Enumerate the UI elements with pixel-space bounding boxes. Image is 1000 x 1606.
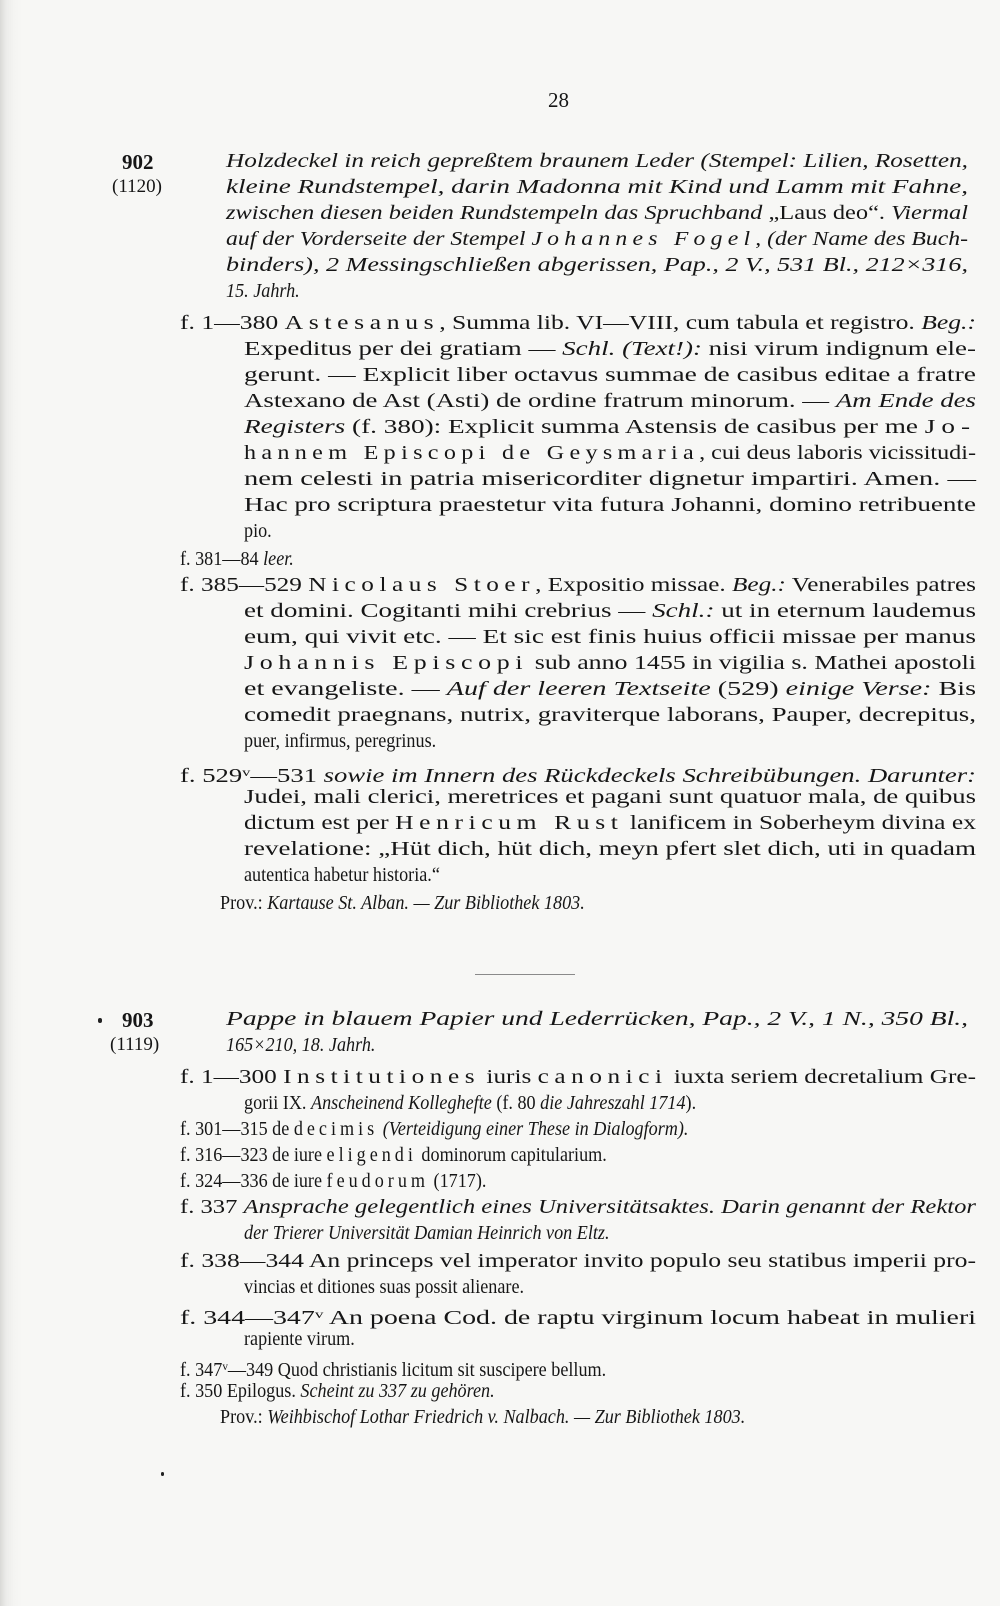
italic-text: Beg.: bbox=[921, 313, 976, 334]
italic-text: Beg.: bbox=[732, 575, 786, 596]
text-line bbox=[180, 1196, 976, 1220]
spaced-name: hannem Episcopi de Geysmaria bbox=[244, 443, 700, 464]
scan-page-edge bbox=[0, 0, 22, 1606]
text-line bbox=[180, 760, 976, 789]
text-segment: , Summa lib. VI—VIII, cum tabula et registro. bbox=[439, 313, 922, 334]
text-line bbox=[244, 494, 976, 518]
text-line bbox=[226, 254, 968, 278]
italic-text: , (der Name des Buch- bbox=[755, 229, 969, 250]
text-line bbox=[244, 786, 976, 810]
text-line bbox=[244, 838, 976, 862]
text-segment: (1717). bbox=[428, 1171, 487, 1192]
verso-mark: v bbox=[242, 765, 251, 779]
text-line bbox=[220, 892, 585, 916]
spaced-name: eligendi bbox=[326, 1145, 417, 1166]
text-segment: „Laus deo“. bbox=[768, 203, 892, 224]
text-segment: Prov.: bbox=[220, 1407, 268, 1428]
text-segment: , Expositio missae. bbox=[535, 575, 733, 596]
text-line bbox=[180, 1144, 607, 1168]
text-segment: f. 338—344 An princeps vel imperator invito populo seu statibus imperii pro- bbox=[180, 1251, 976, 1272]
text-line bbox=[244, 442, 976, 466]
text-segment: (529) bbox=[710, 679, 786, 700]
text-segment: gerunt. — Explicit liber octavus summae de casibus editae a fratre bbox=[244, 365, 976, 386]
spaced-name: Henricum Rust bbox=[395, 813, 624, 834]
italic-text: kleine Rundstempel, darin Madonna mit Kind und Lamm mit Fahne, bbox=[226, 177, 968, 198]
text-line bbox=[180, 1066, 976, 1090]
text-line bbox=[244, 1092, 696, 1116]
text-segment: nem celesti in patria misericorditer dignetur impartiri. Amen. — bbox=[244, 469, 976, 490]
italic-text: einige Verse: bbox=[785, 679, 932, 700]
italic-text: sowie im Innern des Rückdeckels Schreibübungen. Darunter: bbox=[323, 766, 976, 787]
text-line bbox=[244, 730, 436, 754]
text-segment: f. 1—300 bbox=[180, 1067, 284, 1088]
text-line bbox=[244, 468, 976, 492]
text-segment: f. 1—380 bbox=[180, 313, 285, 334]
text-segment: f. 381—84 bbox=[180, 549, 264, 570]
italic-text: die Jahreszahl 1714 bbox=[540, 1093, 686, 1114]
text-line bbox=[244, 364, 976, 388]
text-segment: eum, qui vivit etc. — Et sic est finis huius officii missae per manus bbox=[244, 627, 976, 648]
text-segment: f. 347 bbox=[180, 1360, 223, 1381]
italic-text: leer. bbox=[263, 549, 294, 570]
text-segment: f. 385—529 bbox=[180, 575, 309, 596]
italic-text: zwischen diesen beiden Rundstempeln das Spruchband bbox=[226, 203, 769, 224]
text-segment: lanificem in Soberheym divina ex bbox=[623, 813, 976, 834]
text-segment: Astexano de Ast (Asti) de ordine fratrum minorum. — bbox=[244, 391, 836, 412]
verso-mark: v bbox=[314, 1307, 324, 1321]
text-segment: f. 529 bbox=[180, 766, 243, 787]
text-segment: , cui deus laboris vicissitudi- bbox=[699, 443, 976, 464]
text-line bbox=[244, 652, 976, 676]
page-number: 28 bbox=[548, 88, 569, 112]
italic-text: Schl.: bbox=[652, 601, 715, 622]
text-line bbox=[180, 548, 294, 572]
entry-number: 903 bbox=[122, 1008, 154, 1032]
text-line bbox=[180, 1302, 976, 1331]
text-segment: f. 316—323 de iure bbox=[180, 1145, 327, 1166]
text-segment: et evangeliste. — bbox=[244, 679, 447, 700]
italic-text: Auf der leeren Textseite bbox=[446, 679, 711, 700]
text-line bbox=[226, 176, 968, 200]
text-line bbox=[244, 416, 976, 440]
text-line bbox=[244, 390, 976, 414]
text-line bbox=[226, 202, 968, 226]
text-segment: iuris bbox=[480, 1067, 538, 1088]
text-segment: f. 301—315 de bbox=[180, 1119, 294, 1140]
text-line bbox=[244, 600, 976, 624]
text-line bbox=[226, 228, 968, 252]
text-segment: et domini. Cogitanti mihi crebrius — bbox=[244, 601, 653, 622]
text-segment: f. 344—347 bbox=[180, 1308, 315, 1329]
text-segment: ). bbox=[685, 1093, 697, 1114]
text-segment: vincias et ditiones suas possit alienare. bbox=[244, 1277, 525, 1298]
spaced-name: Nicolaus Stoer bbox=[308, 575, 536, 596]
text-segment: dominorum capitularium. bbox=[416, 1145, 607, 1166]
text-segment: —531 bbox=[250, 766, 324, 787]
spaced-name: Johannes Fogel bbox=[531, 229, 756, 250]
spaced-name: decimis bbox=[293, 1119, 379, 1140]
text-segment: f. 337 bbox=[180, 1197, 244, 1218]
italic-text: Scheint zu 337 zu gehören. bbox=[300, 1381, 495, 1402]
text-line bbox=[244, 704, 976, 728]
text-line bbox=[180, 1380, 495, 1404]
text-line bbox=[244, 864, 440, 888]
text-segment: puer, infirmus, peregrinus. bbox=[244, 731, 437, 752]
italic-text: 165×210, 18. Jahrh. bbox=[226, 1035, 376, 1056]
italic-text: Registers bbox=[244, 417, 346, 438]
spaced-name: Johannis Episcopi bbox=[244, 653, 529, 674]
text-segment: ut in eternum laudemus bbox=[714, 601, 976, 622]
italic-text: Ansprache gelegentlich eines Universitätsaktes. Darin genannt der Rektor bbox=[243, 1197, 976, 1218]
entry-old-number: (1120) bbox=[112, 176, 162, 197]
italic-text: Am Ende des bbox=[835, 391, 976, 412]
text-line bbox=[226, 1034, 375, 1058]
spaced-name: Jo- bbox=[924, 417, 976, 438]
text-line bbox=[180, 1118, 688, 1142]
text-segment: Hac pro scriptura praestetur vita futura Johanni, domino retribuente bbox=[244, 495, 976, 516]
text-segment: Bis bbox=[931, 679, 976, 700]
text-segment: An poena Cod. de raptu virginum locum habeat in mulieri bbox=[323, 1308, 976, 1329]
verso-mark: v bbox=[222, 1359, 228, 1373]
italic-text: Kartause St. Alban. — Zur Bibliothek 1803. bbox=[267, 893, 585, 914]
scan-speck bbox=[161, 1472, 164, 1476]
text-segment: revelatione: „Hüt dich, hüt dich, meyn pfert slet dich, uti in quadam bbox=[244, 839, 976, 860]
text-segment: f. 350 Epilogus. bbox=[180, 1381, 301, 1402]
text-segment: (f. 80 bbox=[491, 1093, 541, 1114]
italic-text: Pappe in blauem Papier und Lederrücken, Pap., 2 V., 1 N., 350 Bl., bbox=[226, 1009, 968, 1030]
entry-number: 902 bbox=[122, 150, 154, 174]
italic-text: auf der Vorderseite der Stempel bbox=[226, 229, 532, 250]
italic-text: binders), 2 Messingschließen abgerissen, Pap., 2 V., 531 Bl., 212×316, bbox=[226, 255, 968, 276]
text-segment: —349 Quod christianis licitum sit suscipere bellum. bbox=[227, 1360, 607, 1381]
text-segment: iuxta seriem decretalium Gre- bbox=[667, 1067, 977, 1088]
text-line bbox=[226, 1008, 968, 1032]
text-segment: f. 324—336 de iure bbox=[180, 1171, 327, 1192]
text-line bbox=[244, 1276, 524, 1300]
text-line bbox=[180, 312, 976, 336]
scan-speck bbox=[98, 1018, 102, 1023]
italic-text: Weihbischof Lothar Friedrich v. Nalbach. — Zur Bibliothek 1803. bbox=[267, 1407, 746, 1428]
entry-old-number: (1119) bbox=[110, 1034, 160, 1055]
italic-text: Holzdeckel in reich gepreßtem braunem Leder (Stempel: Lilien, Rosetten, bbox=[226, 151, 968, 172]
italic-text: Schl. (Text!): bbox=[562, 339, 702, 360]
text-line bbox=[180, 1354, 606, 1383]
spaced-name: Astesanus bbox=[284, 313, 440, 334]
text-segment: Judei, mali clerici, meretrices et pagani sunt quatuor mala, de quibus bbox=[244, 787, 976, 808]
text-segment: (f. 380): Explicit summa Astensis de casibus per me bbox=[345, 417, 925, 438]
text-line bbox=[244, 812, 976, 836]
text-line bbox=[220, 1406, 745, 1430]
text-segment: sub anno 1455 in vigilia s. Mathei apostoli bbox=[528, 653, 976, 674]
section-divider bbox=[475, 974, 575, 975]
italic-text: Anscheinend Kolleghefte bbox=[310, 1093, 492, 1114]
text-segment: pio. bbox=[244, 521, 272, 542]
text-segment: rapiente virum. bbox=[244, 1329, 355, 1350]
text-line bbox=[180, 1170, 486, 1194]
text-line bbox=[244, 626, 976, 650]
text-segment: Expeditus per dei gratiam — bbox=[244, 339, 563, 360]
text-line bbox=[244, 520, 272, 544]
text-segment: dictum est per bbox=[244, 813, 396, 834]
text-line bbox=[180, 574, 976, 598]
text-line bbox=[244, 1222, 610, 1246]
text-line bbox=[226, 150, 968, 174]
italic-text: 15. Jahrh. bbox=[226, 281, 300, 302]
spaced-name: Institutiones bbox=[283, 1067, 481, 1088]
spaced-name: canonici bbox=[537, 1067, 668, 1088]
text-segment: Venerabiles patres bbox=[785, 575, 977, 596]
text-segment: comedit praegnans, nutrix, graviterque laborans, Pauper, decrepitus, bbox=[244, 705, 976, 726]
italic-text: der Trierer Universität Damian Heinrich von Eltz. bbox=[244, 1223, 610, 1244]
text-line bbox=[226, 280, 300, 304]
italic-text: Viermal bbox=[891, 203, 968, 224]
text-line bbox=[244, 1328, 355, 1352]
text-segment: Prov.: bbox=[220, 893, 268, 914]
text-segment: gorii IX. bbox=[244, 1093, 311, 1114]
text-segment: nisi virum indignum ele- bbox=[701, 339, 976, 360]
text-line bbox=[244, 338, 976, 362]
text-segment: autentica habetur historia.“ bbox=[244, 865, 440, 886]
text-line bbox=[244, 678, 976, 702]
text-line bbox=[180, 1250, 976, 1274]
spaced-name: feudorum bbox=[326, 1171, 429, 1192]
italic-text: (Verteidigung einer These in Dialogform). bbox=[378, 1119, 689, 1140]
